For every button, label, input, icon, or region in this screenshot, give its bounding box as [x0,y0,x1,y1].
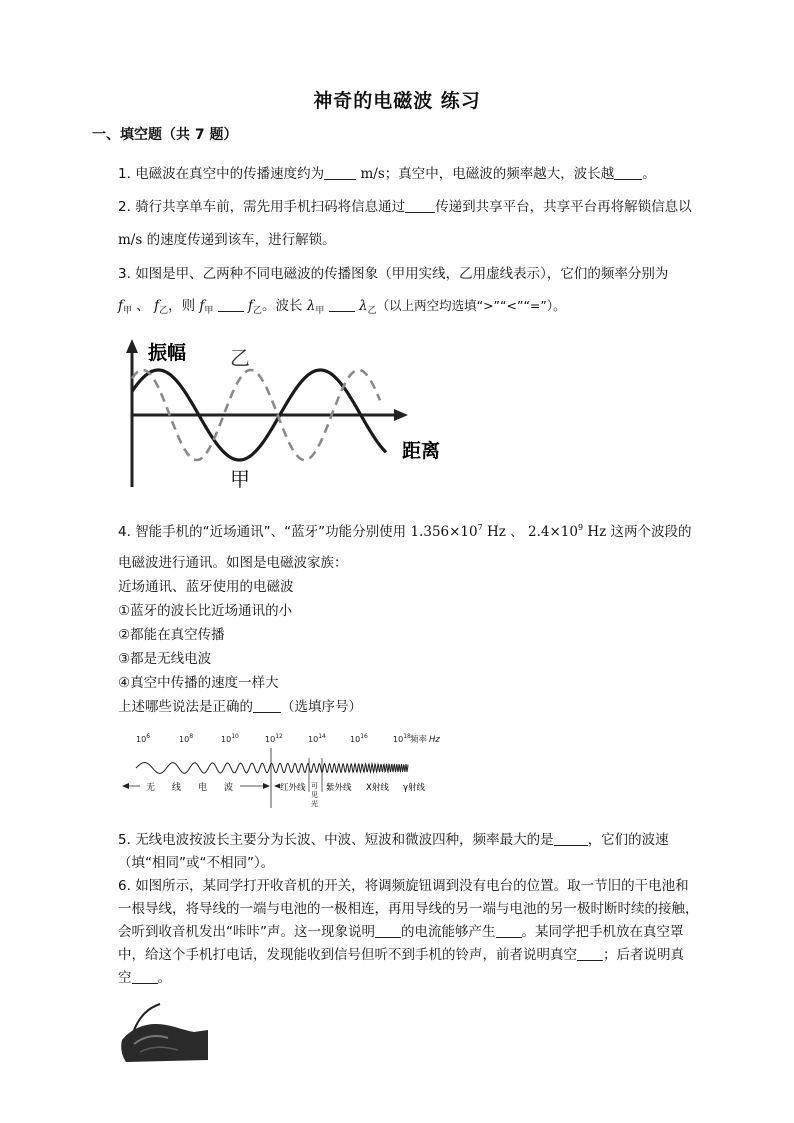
q1-unit: m/s [356,166,385,182]
q4-text-a: 智能手机的“近场通讯”、“蓝牙”功能分别使用 [135,524,411,540]
q6-blank-4[interactable] [132,969,158,984]
q5-text-a: 无线电波按波长主要分为长波、中波、短波和微波四种，频率最大的是 [135,832,554,848]
question-6 [118,874,689,894]
q6-line-3b: 的电流能够产生 [401,924,496,940]
q6-blank-2[interactable] [496,923,522,938]
band-char-2: 线 [172,783,182,793]
q1-text-c: 。 [642,166,656,182]
tick-1e14: $10^{14}$ [308,733,326,744]
y-axis-arrow [126,339,138,353]
q1-number: 1. [118,166,131,182]
q3-f-jia-sub: 甲 [123,306,133,316]
q3-hint: （以上两空均选填“>”“<”“=”）。 [376,298,566,313]
q3-then: ，则 [168,298,200,314]
q3-blank-1[interactable] [218,297,244,312]
tick-1e16: $10^{16}$ [350,733,368,744]
question-1 [118,162,656,182]
q3-f-yi-sub: 乙 [159,306,169,316]
q3-lambda-yi: λ [359,298,368,314]
q6-line-1: 如图所示，某同学打开收音机的开关，将调频旋钮调到没有电台的位置。取一节旧的干电池和 [135,878,689,894]
ir-label: 红外线 [280,783,306,793]
q3-lambda-jia: λ [306,298,316,314]
q4-blank[interactable] [253,698,281,713]
band-char-4: 波 [224,783,234,793]
q6-blank-3[interactable] [577,946,603,961]
q1-text-b: ；真空中，电磁波的频率越大，波长越 [384,166,615,182]
tick-1e8: $10^8$ [179,733,194,744]
q3-blank-2[interactable] [329,297,355,312]
question-4 [118,520,692,540]
band-char-3: 电 [198,783,208,793]
x-axis-arrow [394,409,408,421]
gamma-label: γ射线 [403,783,426,793]
q3-lambda-yi-sub: 乙 [367,306,377,316]
q6-line-4a: 中，给这个手机打电话，发现能收到信号但听不到手机的铃声，前者说明真空 [118,947,577,963]
q5-number: 5. [118,832,131,848]
q2-text-a: 骑行共享单车前，需先用手机扫码将信息通过 [135,199,406,215]
question-2-line-2 [118,228,336,248]
q4-value-2: 2.4×10 [527,524,578,540]
question-3 [118,262,668,282]
freq-label: 频率 Hz [410,735,440,745]
q3-f-jia: f [118,298,123,314]
question-5 [118,828,669,848]
q1-blank-1[interactable] [324,165,356,180]
question-2 [118,195,692,215]
q2-blank-1[interactable] [405,198,435,213]
radio-arrow-left [122,783,129,789]
q4-exp-1: 7 [477,523,483,532]
q3-f-jia-2: f [199,298,205,314]
q4-sep: 、 [505,524,528,540]
q4-option-3: ③都是无线电波 [118,651,212,667]
q2-number: 2. [118,199,131,215]
q4-unit-1: Hz [482,524,506,540]
q4-option-2: ②都能在真空传播 [118,627,225,643]
q6-line-4 [118,943,684,963]
q1-blank-2[interactable] [614,165,642,180]
q4-option-1: ①蓝牙的波长比近场通讯的小 [118,603,293,619]
band-char-1: 无 [146,783,156,793]
q4-ask [118,695,362,719]
q4-value-1: 1.356×10 [410,524,478,540]
q6-line-3c: 。某同学把手机放在真空罩 [521,924,684,940]
page-title: 神奇的电磁波 练习 [313,90,481,112]
q4-text-b: 这两个波段的 [606,524,692,540]
q6-line-2: 一根导线，将导线的一端与电池的一极相连，再用导线的另一端与电池的另一极时断时续的接触， [118,901,699,917]
uv-label: 紫外线 [326,783,352,793]
q2-text-c: 的速度传递到该车，进行解锁。 [142,232,336,248]
q4-ask-end: （选填序号） [281,699,362,715]
visible-char-1: 可 [311,782,318,790]
visible-char-3: 光 [311,800,318,808]
q4-ask-text: 上述哪些说法是正确的 [118,699,253,715]
label-yi: 乙 [230,346,250,370]
radio-arrow-right [263,783,270,789]
q5-text-c: （填“相同”或“不相同”）。 [118,855,275,871]
visible-char-2: 见 [311,791,318,799]
section-heading: 一、填空题（共 7 题） [92,127,238,143]
q6-line-5b: 。 [157,970,171,986]
q4-option-4: ④真空中传播的速度一样大 [118,675,279,691]
q6-line-3 [118,920,684,940]
q3-wavelength-text: 。波长 [262,298,307,314]
q3-line-1: 如图是甲、乙两种不同电磁波的传播图象（甲用实线，乙用虚线表示），它们的频率分别为 [135,266,669,282]
xray-label: X射线 [366,783,389,793]
battery-hand-photo [120,1000,210,1064]
q3-f-yi-sub-2: 乙 [253,306,263,316]
q3-number: 3. [118,266,131,282]
q3-f-yi: f [154,298,160,314]
question-3-line-2 [118,294,566,316]
question-5-line-2 [118,851,274,871]
q6-blank-1[interactable] [375,923,401,938]
x-axis-label: 距离 [402,440,441,462]
spectrum-wave [136,763,408,774]
q6-line-5 [118,966,171,986]
q4-line-3: 近场通讯、蓝牙使用的电磁波 [118,579,294,595]
q1-text-a: 电磁波在真空中的传播速度约为 [135,166,325,182]
label-jia: 甲 [230,467,250,491]
y-axis-label: 振幅 [148,342,187,364]
q5-blank-1[interactable] [554,831,588,846]
tick-1e6: $10^6$ [136,733,151,744]
spectrum-figure [118,728,458,810]
q3-f-yi-2: f [248,298,254,314]
q6-line-3a: 会听到收音机发出“咔咔”声。这一现象说明 [118,924,375,940]
q4-number: 4. [118,524,131,540]
q6-number: 6. [118,878,131,894]
q4-line-2: 电磁波进行通讯。如图是电磁波家族： [118,555,348,571]
q4-exp-2: 9 [577,523,584,532]
tick-1e18: $10^{18}$ [393,733,411,744]
q4-unit-2: Hz [583,524,607,540]
q3-f-jia-sub-2: 甲 [204,306,214,316]
q6-line-4b: ；后者说明真 [603,947,684,963]
q2-unit: m/s [118,232,143,248]
q3-lambda-jia-sub: 甲 [315,306,325,316]
q2-text-b: 传递到共享平台，共享平台再将解锁信息以 [435,199,692,215]
tick-1e10: $10^{10}$ [221,733,239,744]
q6-line-5a: 空 [118,970,132,986]
tick-1e12: $10^{12}$ [265,733,283,744]
wave-figure [118,335,448,495]
q3-sep: 、 [132,298,155,314]
q5-text-b: ，它们的波速 [587,832,669,848]
